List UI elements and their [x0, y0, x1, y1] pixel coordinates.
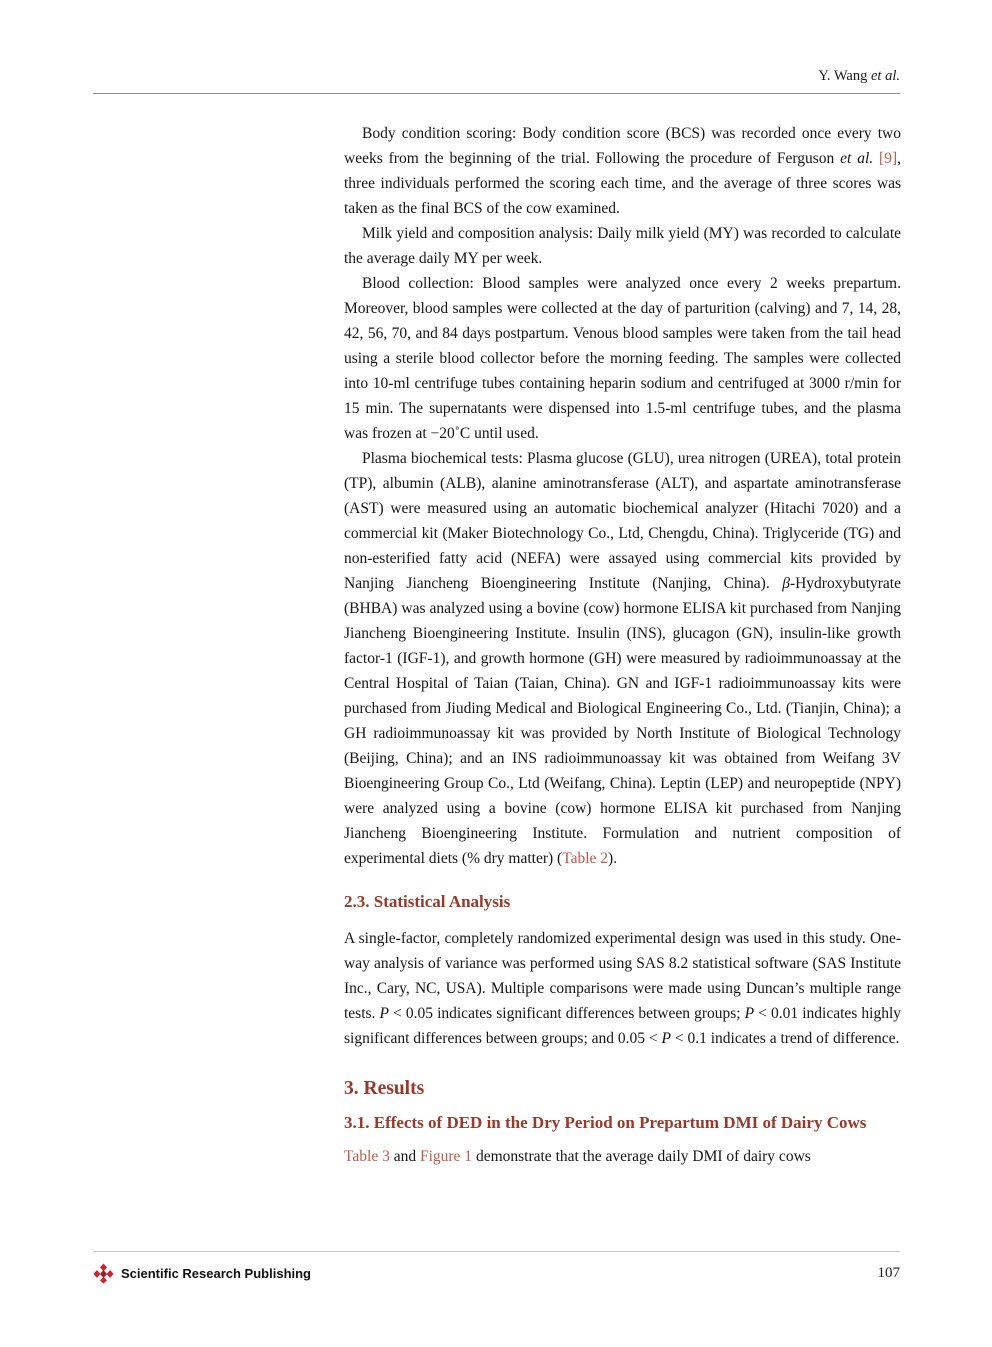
paragraph-text: < 0.1 indicates a trend of difference. [670, 1030, 900, 1047]
section-heading-statistical-analysis: 2.3. Statistical Analysis [344, 892, 511, 911]
paragraph-text: < 0.01 indicates highly significant differences between groups; and 0.05 < [344, 1005, 902, 1047]
publisher-name: Scientific Research Publishing [121, 1265, 311, 1281]
p-value-italic: P [379, 1005, 389, 1022]
p-value-italic: P [744, 1005, 755, 1022]
page-footer [93, 1259, 900, 1287]
subsection-number: 3.1. [344, 1113, 370, 1132]
paragraph-text: Plasma biochemical tests: Plasma glucose (GLU), urea nitrogen (UREA), total protein (TP), albumin (ALB), alanine aminotransferase (ALT), and aspartate aminotransferase (AST) were measured using an automatic biochemical analyzer (Hitachi 7020) and a commercial kit (Maker Biotechnology Co., Ltd, Chengdu, China). Triglyceride (TG) and non-esterified fatty acid (NEFA) were assayed using commercial kits provided by Nanjing Jiancheng Bioengineering Institute (Nanjing, China). [344, 450, 901, 592]
paragraph-text: < 0.05 indicates significant differences between groups; [388, 1005, 745, 1022]
paragraph-body-condition-scoring [344, 121, 901, 221]
running-head [93, 68, 900, 85]
paragraph-statistical-analysis [344, 926, 901, 1051]
footer-rule [93, 1251, 900, 1252]
paragraph-results-intro [344, 1144, 901, 1169]
etal-italic: et al. [840, 150, 880, 167]
table-3-link[interactable]: Table 3 [344, 1148, 390, 1165]
publisher-block [93, 1263, 311, 1284]
paragraph-text: -Hydroxybutyrate (BHBA) was analyzed using a bovine (cow) hormone ELISA kit purchased from Nanjing Jiancheng Bioengineering Institute. Insulin (INS), glucagon (GN), insulin-like growth factor-1 (IGF-1), and growth hormone (GH) were measured by radioimmunoassay at the Central Hospital of Taian (Taian, China). GN and IGF-1 radioimmunoassay kits were purchased from Jiuding Medical and Biological Engineering Co., Ltd. (Tianjin, China); a GH radioimmunoassay kit was provided by North Institute of Biological Technology (Beijing, China); and an INS radioimmunoassay kit was obtained from Weifang 3V Bioengineering Group Co., Ltd (Weifang, China). Leptin (LEP) and neuropeptide (NPY) were analyzed using a bovine (cow) hormone ELISA kit purchased from Nanjing Jiancheng Bioengineering Institute. Formulation and nutrient composition of experimental diets (% dry matter) ( [344, 575, 901, 867]
paper-content [344, 121, 901, 1169]
paragraph-text: ). [608, 850, 618, 867]
paragraph-milk-yield: Milk yield and composition analysis: Daily milk yield (MY) was recorded to calculate the average daily MY per week. [344, 225, 901, 267]
paragraph-text: demonstrate that the average daily DMI of dairy cows [472, 1148, 811, 1165]
subsection-heading-3-1 [344, 1111, 901, 1134]
subsection-title: Effects of DED in the Dry Period on Prepartum DMI of Dairy Cows [373, 1113, 867, 1132]
beta-italic: β [782, 575, 790, 592]
running-head-etal: et al. [871, 68, 900, 84]
paragraph-plasma-biochemical-tests [344, 446, 901, 871]
paragraph-text: , three individuals performed the scoring each time, and the average of three scores was taken as the final BCS of the cow examined. [344, 150, 901, 217]
scirp-logo-icon [93, 1263, 114, 1284]
figure-1-link[interactable]: Figure 1 [419, 1148, 473, 1165]
paragraph-text: A single-factor, completely randomized experimental design was used in this study. One-way analysis of variance was performed using SAS 8.2 statistical software (SAS Institute Inc., Cary, NC, USA). Multiple comparisons were made using Duncan’s multiple range tests. [344, 930, 901, 1022]
paragraph-text: Body condition scoring: Body condition score (BCS) was recorded once every two weeks from the beginning of the trial. Following the procedure of Ferguson [344, 125, 901, 167]
p-value-italic: P [661, 1030, 671, 1047]
running-head-author: Y. Wang [818, 68, 871, 84]
paragraph-text: and [389, 1148, 420, 1165]
citation-link-9[interactable]: [9] [879, 150, 898, 167]
header-rule [93, 93, 900, 94]
table-2-link[interactable]: Table 2 [562, 850, 609, 867]
paragraph-blood-collection: Blood collection: Blood samples were analyzed once every 2 weeks prepartum. Moreover, blood samples were collected at the day of parturition (calving) and 7, 14, 28, 42, 56, 70, and 84 days postpartum. Venous blood samples were taken from the tail head using a sterile blood collector before the morning feeding. The samples were collected into 10-ml centrifuge tubes containing heparin sodium and centrifuged at 3000 r/min for 15 min. The supernatants were dispensed into 1.5-ml centrifuge tubes, and the plasma was frozen at −20˚C until used. [344, 275, 901, 442]
page-number: 107 [877, 1264, 900, 1281]
section-heading-results: 3. Results [344, 1078, 425, 1099]
